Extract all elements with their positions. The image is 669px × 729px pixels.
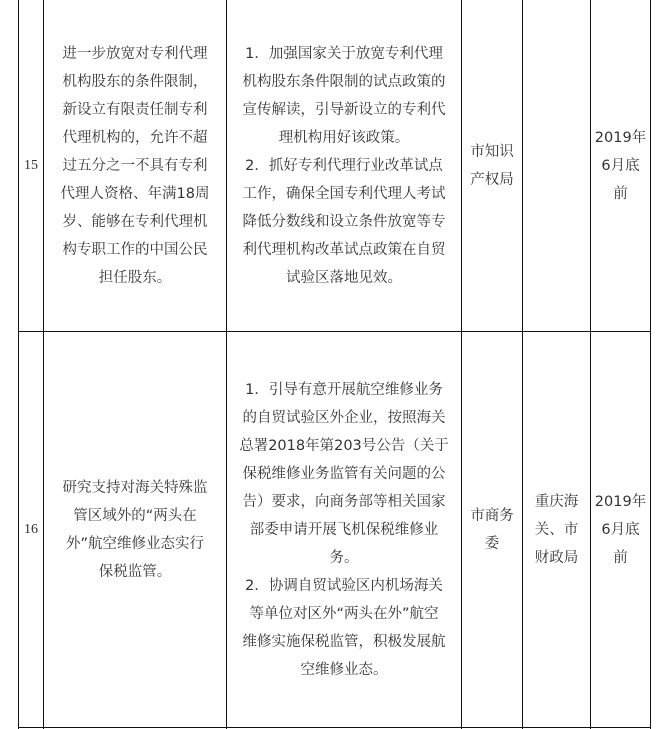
row-16-measures — [227, 332, 461, 727]
text-line: 利代理机构改革试点政策在自贸 — [242, 241, 446, 258]
text-line: 降低分数线和设立条件放宽等专 — [242, 213, 446, 230]
text-line: 管区域外的“两头在 — [73, 507, 197, 524]
row-15-lead-dept — [462, 0, 522, 331]
text-line: 过五分之一不具有专利 — [62, 157, 208, 174]
text-line: 前 — [613, 185, 628, 202]
text-line: 代理机构的，允许不超 — [62, 129, 208, 146]
row-15-deadline — [591, 0, 650, 331]
text-line: 理机构用好该政策。 — [278, 129, 410, 146]
text-line: 2019年 — [594, 493, 647, 510]
text-line: 市知识 — [470, 143, 514, 160]
text-line: 担任股东。 — [98, 269, 172, 286]
text-line: 岁、能够在专利代理机 — [62, 213, 208, 230]
text-line: 新设立有限责任制专利 — [62, 101, 208, 118]
text-line: 告）要求，向商务部等相关国家 — [242, 493, 446, 510]
text-line: 6月底 — [601, 521, 640, 538]
row-16-seq: 16 — [24, 521, 38, 537]
text-line: 6月底 — [601, 157, 640, 174]
row-15-coop-dept — [523, 0, 590, 331]
grid-line — [650, 0, 651, 729]
row-15-task — [44, 0, 226, 331]
text-line: 委 — [484, 535, 500, 552]
text-line: 维修实施保税监管，积极发展航 — [242, 633, 446, 650]
text-line: 工作，确保全国专利代理人考试 — [242, 185, 446, 202]
text-line: 外”航空维修业态实行 — [65, 535, 204, 552]
row-16-coop-dept — [523, 332, 590, 727]
row-16-task — [44, 332, 226, 727]
text-line: 总署2018年第203号公告（关于 — [239, 437, 449, 454]
text-line: 前 — [613, 549, 628, 566]
text-line: 1．加强国家关于放宽专利代理 — [245, 45, 443, 62]
row-16-deadline — [591, 332, 650, 727]
text-line: 机构股东条件限制的试点政策的 — [242, 73, 446, 90]
text-line: 1．引导有意开展航空维修业务 — [245, 381, 443, 398]
text-line: 务。 — [329, 549, 359, 566]
row-15-seq: 15 — [24, 157, 38, 173]
text-line: 宣传解读，引导新设立的专利代 — [242, 101, 446, 118]
text-line: 的自贸试验区外企业，按照海关 — [242, 409, 446, 426]
text-line: 部委申请开展飞机保税维修业 — [249, 521, 439, 538]
text-line: 2．抓好专利代理行业改革试点 — [245, 157, 443, 174]
text-line: 代理人资格、年满18周 — [60, 185, 210, 202]
text-line: 空维修业态。 — [300, 661, 388, 678]
text-line: 机构股东的条件限制， — [62, 73, 208, 90]
text-line: 试验区落地见效。 — [286, 269, 402, 286]
text-line: 构专职工作的中国公民 — [62, 241, 208, 258]
row-16-lead-dept — [462, 332, 522, 727]
text-line: 保税维修业务监管有关问题的公 — [242, 465, 446, 482]
text-line: 重庆海 — [534, 493, 579, 510]
text-line: 财政局 — [534, 549, 579, 566]
text-line: 2019年 — [594, 129, 647, 146]
text-line: 进一步放宽对专利代理 — [62, 45, 208, 62]
text-line: 关、市 — [534, 521, 579, 538]
text-line: 产权局 — [470, 171, 514, 188]
grid-line — [18, 727, 651, 728]
text-line: 等单位对区外“两头在外”航空 — [249, 605, 439, 622]
text-line: 保税监管。 — [98, 563, 172, 580]
text-line: 2．协调自贸试验区内机场海关 — [245, 577, 443, 594]
text-line: 研究支持对海关特殊监 — [62, 479, 208, 496]
row-15-measures — [227, 0, 461, 331]
text-line: 市商务 — [470, 507, 514, 524]
